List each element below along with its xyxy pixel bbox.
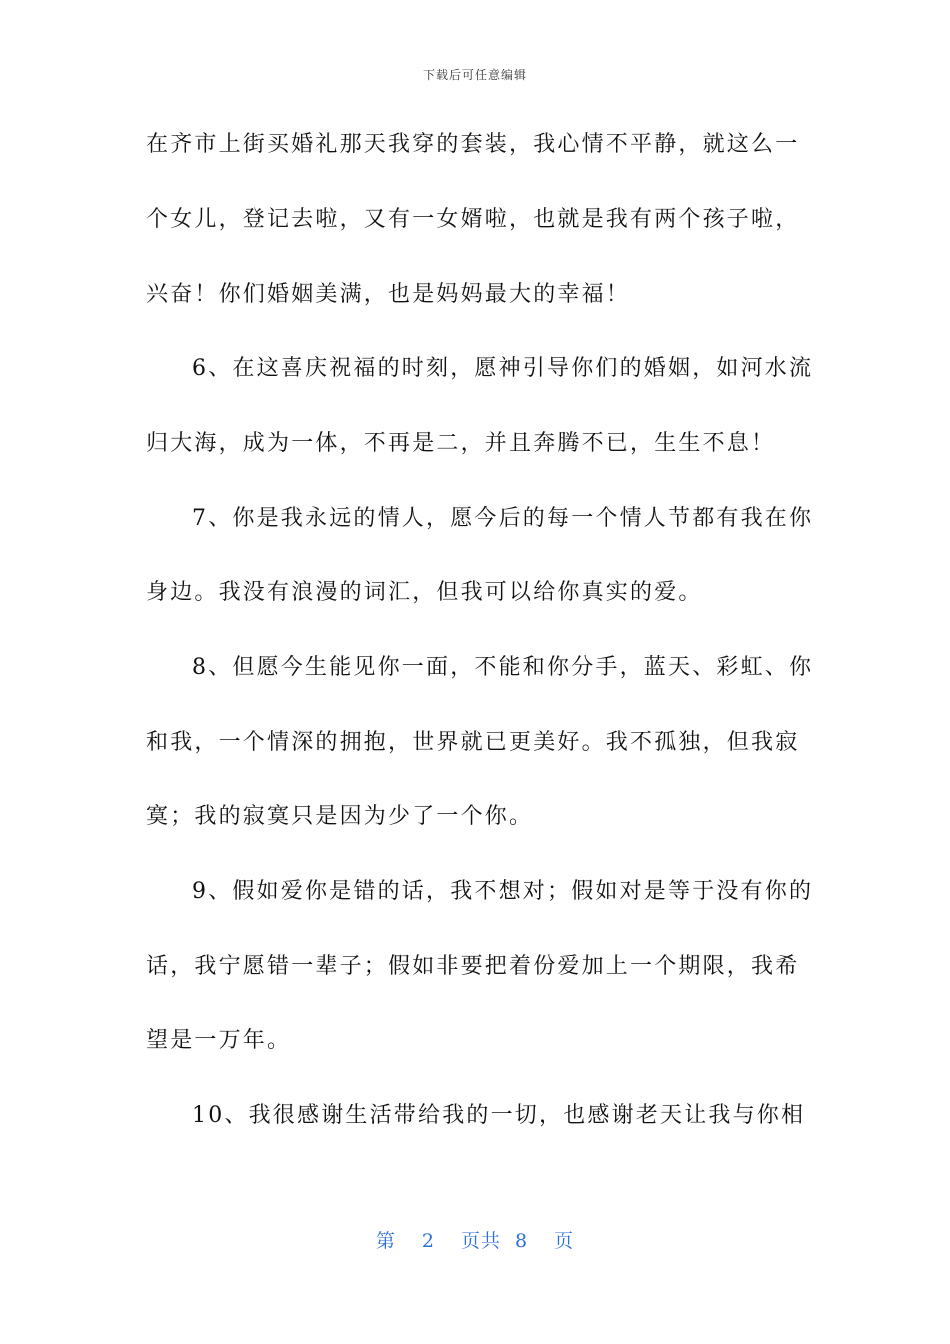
paragraph-line: 话，我宁愿错一辈子；假如非要把着份爱加上一个期限，我希 [146, 954, 800, 979]
paragraph-line: 望是一万年。 [146, 1028, 292, 1053]
paragraph-line: 8、但愿今生能见你一面，不能和你分手，蓝天、彩虹、你 [192, 655, 814, 680]
paragraph-line: 寞；我的寂寞只是因为少了一个你。 [146, 804, 534, 829]
footer-total-pages: 8 [515, 1230, 529, 1252]
paragraph-line: 兴奋！你们婚姻美满，也是妈妈最大的幸福！ [146, 282, 631, 307]
paragraph-line: 9、假如爱你是错的话，我不想对；假如对是等于没有你的 [192, 879, 814, 904]
paragraph-line: 归大海，成为一体，不再是二，并且奔腾不已，生生不息！ [146, 431, 776, 456]
paragraph-line: 6、在这喜庆祝福的时刻，愿神引导你们的婚姻，如河水流 [192, 356, 814, 381]
page-footer [0, 1226, 950, 1253]
paragraph-line: 身边。我没有浪漫的词汇，但我可以给你真实的爱。 [146, 580, 703, 605]
paragraph-line: 10、我很感谢生活带给我的一切，也感谢老天让我与你相 [192, 1103, 806, 1128]
paragraph-line: 在齐市上街买婚礼那天我穿的套装，我心情不平静，就这么一 [146, 132, 800, 157]
page-header: 下载后可任意编辑 [422, 68, 527, 82]
footer-page-number: 2 [421, 1230, 435, 1252]
paragraph-line: 和我，一个情深的拥抱，世界就已更美好。我不孤独，但我寂 [146, 730, 800, 755]
footer-suffix: 页 [554, 1230, 575, 1252]
footer-middle: 页共 [460, 1230, 501, 1252]
footer-prefix: 第 [375, 1230, 396, 1252]
paragraph-line: 7、你是我永远的情人，愿今后的每一个情人节都有我在你 [192, 506, 814, 531]
paragraph-line: 个女儿，登记去啦，又有一女婿啦，也就是我有两个孩子啦， [146, 207, 800, 232]
